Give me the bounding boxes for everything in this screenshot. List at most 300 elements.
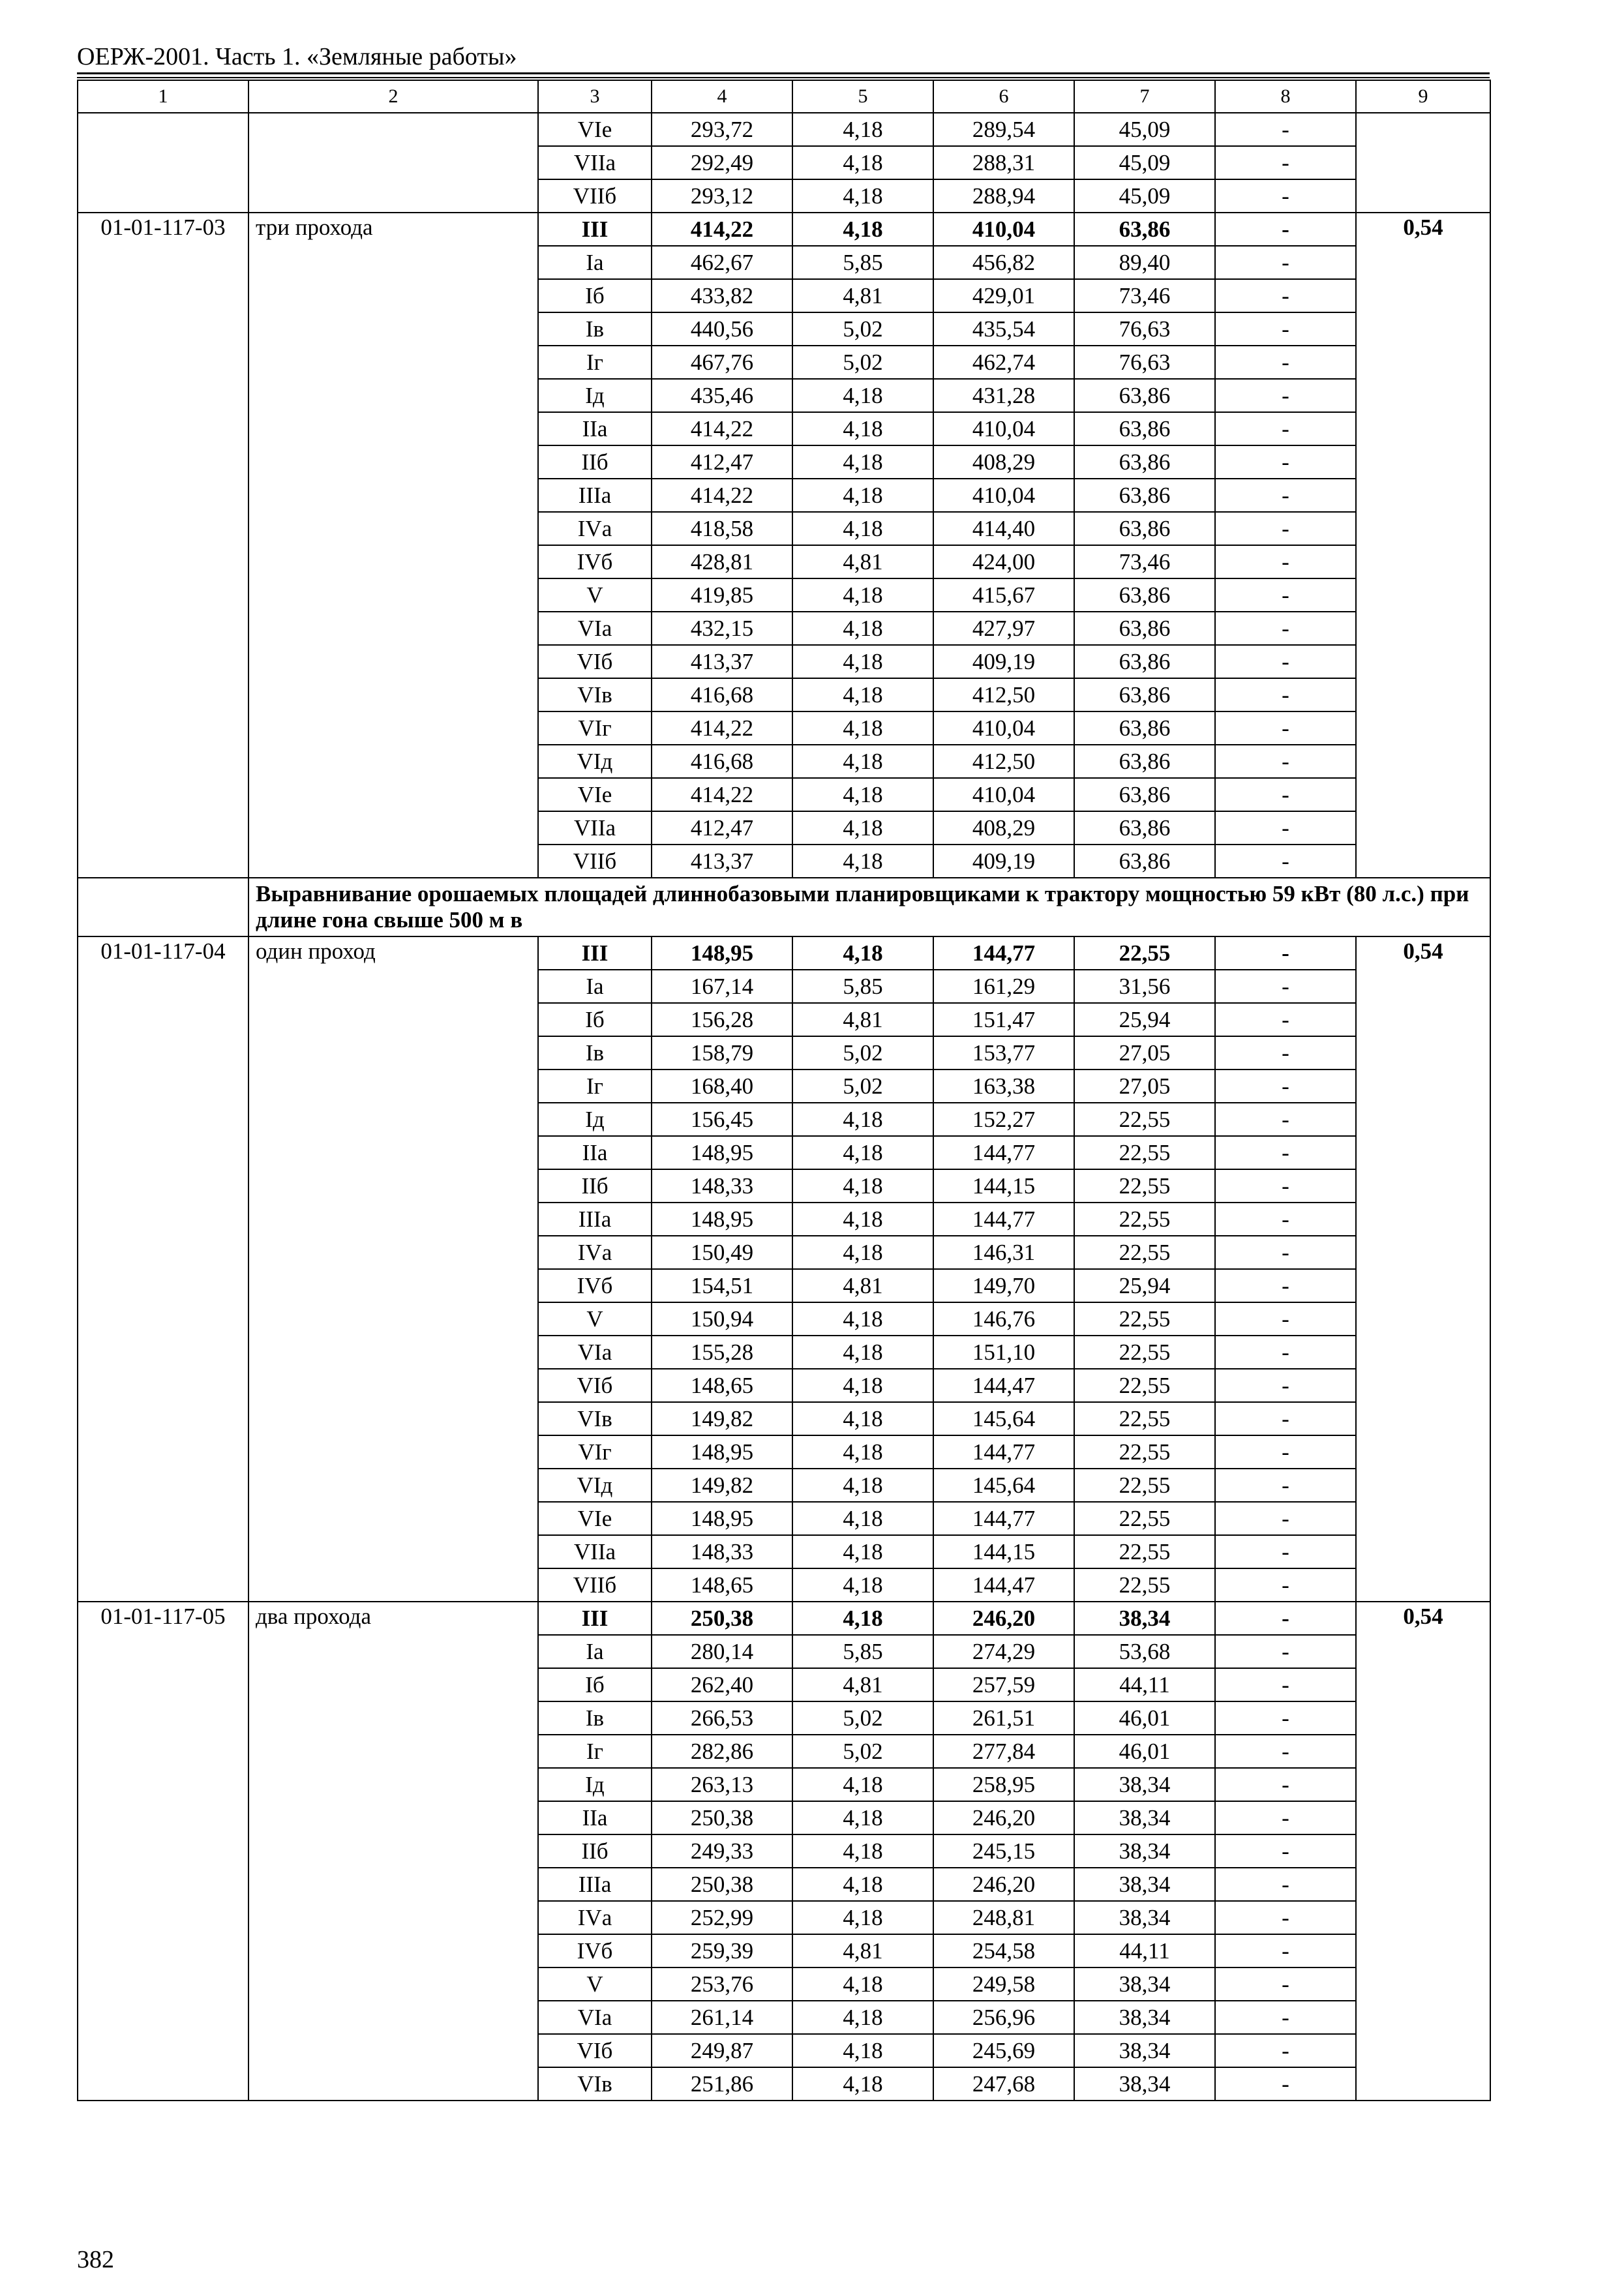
direct-cost: 148,95	[652, 1203, 792, 1236]
direct-cost: 148,33	[652, 1535, 792, 1568]
machine-cost: 248,81	[933, 1901, 1074, 1934]
direct-cost: 414,22	[652, 778, 792, 811]
region-code: V	[538, 1302, 652, 1336]
machine-cost: 435,54	[933, 312, 1074, 346]
region-code: VIд	[538, 745, 652, 778]
region-code: Iв	[538, 1701, 652, 1735]
header-rule-thick	[77, 72, 1490, 74]
direct-cost: 250,38	[652, 1868, 792, 1901]
direct-cost: 413,37	[652, 645, 792, 678]
labor-cost: 4,18	[792, 1402, 933, 1435]
labor-cost: 4,18	[792, 2001, 933, 2034]
driver-wage: 38,34	[1074, 2001, 1215, 2034]
column-number: 6	[933, 80, 1074, 113]
labor-cost: 4,18	[792, 1103, 933, 1136]
labor-cost: 4,18	[792, 1801, 933, 1834]
direct-cost: 462,67	[652, 246, 792, 279]
column-number-row	[78, 80, 1490, 113]
machine-cost: 149,70	[933, 1269, 1074, 1302]
region-code: IIIа	[538, 1203, 652, 1236]
driver-wage: 63,86	[1074, 845, 1215, 878]
region-code: VIIа	[538, 811, 652, 845]
labor-cost: 4,18	[792, 745, 933, 778]
machine-cost: 289,54	[933, 113, 1074, 146]
section-heading: Выравнивание орошаемых площадей длиннобазовыми планировщиками к трактору мощностью 59 кВт (80 л.с.) при длине гона свыше 500 м в	[248, 878, 1490, 936]
direct-cost: 156,28	[652, 1003, 792, 1036]
materials-cost: -	[1215, 1169, 1356, 1203]
driver-wage: 22,55	[1074, 1103, 1215, 1136]
materials-cost: -	[1215, 1801, 1356, 1834]
labor-cost: 5,85	[792, 1635, 933, 1668]
materials-cost: -	[1215, 612, 1356, 645]
machine-cost: 146,31	[933, 1236, 1074, 1269]
materials-cost: -	[1215, 1868, 1356, 1901]
driver-wage: 89,40	[1074, 246, 1215, 279]
column-number: 2	[248, 80, 538, 113]
column-number: 5	[792, 80, 933, 113]
driver-wage: 22,55	[1074, 1402, 1215, 1435]
direct-cost: 148,65	[652, 1568, 792, 1602]
labor-cost: 5,02	[792, 1701, 933, 1735]
section-code-cell	[78, 878, 248, 936]
driver-wage: 38,34	[1074, 1834, 1215, 1868]
machine-cost: 410,04	[933, 213, 1074, 246]
materials-cost: -	[1215, 1834, 1356, 1868]
materials-cost: -	[1215, 279, 1356, 312]
region-code: Iд	[538, 1768, 652, 1801]
materials-cost: -	[1215, 845, 1356, 878]
driver-wage: 63,86	[1074, 379, 1215, 412]
norm-code: 01-01-117-05	[78, 1602, 248, 2101]
machine-cost: 288,94	[933, 179, 1074, 213]
materials-cost: -	[1215, 479, 1356, 512]
driver-wage: 25,94	[1074, 1003, 1215, 1036]
materials-cost: -	[1215, 179, 1356, 213]
labor-cost: 4,18	[792, 412, 933, 445]
direct-cost: 150,49	[652, 1236, 792, 1269]
direct-cost: 440,56	[652, 312, 792, 346]
materials-cost: -	[1215, 1203, 1356, 1236]
region-code: IVа	[538, 1236, 652, 1269]
direct-cost: 148,95	[652, 1136, 792, 1169]
driver-wage: 63,86	[1074, 745, 1215, 778]
region-code: VIб	[538, 645, 652, 678]
materials-cost: -	[1215, 1070, 1356, 1103]
machine-cost: 151,10	[933, 1336, 1074, 1369]
driver-wage: 63,86	[1074, 512, 1215, 545]
direct-cost: 148,95	[652, 1435, 792, 1469]
machine-cost: 456,82	[933, 246, 1074, 279]
driver-wage: 63,86	[1074, 445, 1215, 479]
labor-cost: 4,81	[792, 1269, 933, 1302]
region-code: III	[538, 213, 652, 246]
driver-wage: 46,01	[1074, 1701, 1215, 1735]
driver-wage: 22,55	[1074, 1535, 1215, 1568]
region-code: Iа	[538, 970, 652, 1003]
materials-cost: -	[1215, 1402, 1356, 1435]
machine-cost: 144,47	[933, 1568, 1074, 1602]
driver-wage: 31,56	[1074, 970, 1215, 1003]
labor-cost: 5,02	[792, 312, 933, 346]
table-row	[78, 113, 1490, 146]
direct-cost: 154,51	[652, 1269, 792, 1302]
labor-cost: 4,81	[792, 545, 933, 578]
region-code: III	[538, 1602, 652, 1635]
region-code: VIв	[538, 678, 652, 711]
labor-cost: 5,85	[792, 246, 933, 279]
driver-wage: 76,63	[1074, 312, 1215, 346]
region-code: IIа	[538, 412, 652, 445]
materials-cost: -	[1215, 445, 1356, 479]
region-code: VIIб	[538, 179, 652, 213]
price-table	[77, 80, 1491, 2101]
materials-cost: -	[1215, 412, 1356, 445]
machine-cost: 144,47	[933, 1369, 1074, 1402]
labor-cost: 4,18	[792, 179, 933, 213]
direct-cost: 418,58	[652, 512, 792, 545]
labor-cost: 4,18	[792, 578, 933, 612]
machine-cost: 144,77	[933, 1502, 1074, 1535]
materials-cost: -	[1215, 711, 1356, 745]
header-rule-thin	[77, 77, 1490, 78]
labor-cost: 4,18	[792, 612, 933, 645]
materials-cost: -	[1215, 745, 1356, 778]
driver-wage: 63,86	[1074, 412, 1215, 445]
region-code: Iд	[538, 1103, 652, 1136]
region-code: VIд	[538, 1469, 652, 1502]
direct-cost: 266,53	[652, 1701, 792, 1735]
machine-cost: 288,31	[933, 146, 1074, 179]
machine-cost: 410,04	[933, 412, 1074, 445]
column-number: 1	[78, 80, 248, 113]
direct-cost: 249,87	[652, 2034, 792, 2067]
column-number: 7	[1074, 80, 1215, 113]
labor-cost: 4,18	[792, 1901, 933, 1934]
labor-coefficient: 0,54	[1356, 213, 1490, 878]
materials-cost: -	[1215, 312, 1356, 346]
section-heading-row	[78, 878, 1490, 936]
region-code: VIв	[538, 2067, 652, 2101]
labor-cost: 4,81	[792, 1934, 933, 1967]
machine-cost: 261,51	[933, 1701, 1074, 1735]
direct-cost: 263,13	[652, 1768, 792, 1801]
materials-cost: -	[1215, 2034, 1356, 2067]
direct-cost: 412,47	[652, 811, 792, 845]
driver-wage: 44,11	[1074, 1668, 1215, 1701]
materials-cost: -	[1215, 1635, 1356, 1668]
machine-cost: 462,74	[933, 346, 1074, 379]
materials-cost: -	[1215, 1302, 1356, 1336]
direct-cost: 148,65	[652, 1369, 792, 1402]
labor-cost: 4,18	[792, 1967, 933, 2001]
driver-wage: 22,55	[1074, 1336, 1215, 1369]
driver-wage: 63,86	[1074, 778, 1215, 811]
materials-cost: -	[1215, 146, 1356, 179]
direct-cost: 467,76	[652, 346, 792, 379]
driver-wage: 63,86	[1074, 678, 1215, 711]
labor-cost: 4,18	[792, 1169, 933, 1203]
driver-wage: 25,94	[1074, 1269, 1215, 1302]
driver-wage: 73,46	[1074, 545, 1215, 578]
page-number: 382	[77, 2246, 114, 2273]
labor-cost: 4,18	[792, 936, 933, 970]
driver-wage: 38,34	[1074, 1602, 1215, 1635]
direct-cost: 168,40	[652, 1070, 792, 1103]
machine-cost: 151,47	[933, 1003, 1074, 1036]
direct-cost: 414,22	[652, 711, 792, 745]
driver-wage: 38,34	[1074, 1967, 1215, 2001]
machine-cost: 409,19	[933, 645, 1074, 678]
direct-cost: 156,45	[652, 1103, 792, 1136]
direct-cost: 158,79	[652, 1036, 792, 1070]
materials-cost: -	[1215, 1934, 1356, 1967]
region-code: Iд	[538, 379, 652, 412]
driver-wage: 45,09	[1074, 146, 1215, 179]
machine-cost: 163,38	[933, 1070, 1074, 1103]
driver-wage: 38,34	[1074, 1768, 1215, 1801]
machine-cost: 144,77	[933, 1203, 1074, 1236]
driver-wage: 38,34	[1074, 2034, 1215, 2067]
direct-cost: 155,28	[652, 1336, 792, 1369]
machine-cost: 257,59	[933, 1668, 1074, 1701]
driver-wage: 22,55	[1074, 1203, 1215, 1236]
labor-cost: 4,18	[792, 1602, 933, 1635]
machine-cost: 412,50	[933, 678, 1074, 711]
driver-wage: 76,63	[1074, 346, 1215, 379]
labor-cost: 4,18	[792, 1136, 933, 1169]
region-code: VIг	[538, 711, 652, 745]
driver-wage: 63,86	[1074, 811, 1215, 845]
region-code: Iг	[538, 1070, 652, 1103]
driver-wage: 38,34	[1074, 1901, 1215, 1934]
driver-wage: 63,86	[1074, 479, 1215, 512]
direct-cost: 250,38	[652, 1801, 792, 1834]
machine-cost: 245,15	[933, 1834, 1074, 1868]
region-code: VIа	[538, 2001, 652, 2034]
labor-cost: 4,18	[792, 1236, 933, 1269]
direct-cost: 148,95	[652, 1502, 792, 1535]
machine-cost: 277,84	[933, 1735, 1074, 1768]
labor-cost: 4,18	[792, 1535, 933, 1568]
region-code: IIа	[538, 1801, 652, 1834]
driver-wage: 22,55	[1074, 1369, 1215, 1402]
region-code: III	[538, 936, 652, 970]
labor-cost: 4,18	[792, 1435, 933, 1469]
labor-cost: 4,81	[792, 1668, 933, 1701]
driver-wage: 63,86	[1074, 213, 1215, 246]
machine-cost: 410,04	[933, 778, 1074, 811]
direct-cost: 419,85	[652, 578, 792, 612]
materials-cost: -	[1215, 213, 1356, 246]
column-number: 4	[652, 80, 792, 113]
region-code: Iб	[538, 279, 652, 312]
work-name: три прохода	[248, 213, 538, 878]
labor-cost: 4,18	[792, 1302, 933, 1336]
region-code: VIб	[538, 1369, 652, 1402]
norm-code: 01-01-117-04	[78, 936, 248, 1602]
labor-cost: 4,18	[792, 445, 933, 479]
direct-cost: 167,14	[652, 970, 792, 1003]
direct-cost: 414,22	[652, 412, 792, 445]
materials-cost: -	[1215, 1768, 1356, 1801]
region-code: IIб	[538, 1834, 652, 1868]
machine-cost: 256,96	[933, 2001, 1074, 2034]
region-code: VIIб	[538, 845, 652, 878]
driver-wage: 22,55	[1074, 1302, 1215, 1336]
labor-cost: 4,18	[792, 1834, 933, 1868]
materials-cost: -	[1215, 1036, 1356, 1070]
materials-cost: -	[1215, 346, 1356, 379]
materials-cost: -	[1215, 1901, 1356, 1934]
direct-cost: 150,94	[652, 1302, 792, 1336]
driver-wage: 73,46	[1074, 279, 1215, 312]
labor-cost: 4,18	[792, 146, 933, 179]
direct-cost: 416,68	[652, 745, 792, 778]
machine-cost: 144,15	[933, 1169, 1074, 1203]
machine-cost: 247,68	[933, 2067, 1074, 2101]
labor-cost: 5,02	[792, 1735, 933, 1768]
direct-cost: 250,38	[652, 1602, 792, 1635]
direct-cost: 435,46	[652, 379, 792, 412]
labor-cost: 5,02	[792, 1070, 933, 1103]
labor-cost: 4,18	[792, 1336, 933, 1369]
materials-cost: -	[1215, 1602, 1356, 1635]
region-code: IVб	[538, 1269, 652, 1302]
driver-wage: 63,86	[1074, 612, 1215, 645]
region-code: Iг	[538, 346, 652, 379]
region-code: IVб	[538, 545, 652, 578]
labor-cost: 4,18	[792, 1203, 933, 1236]
direct-cost: 293,12	[652, 179, 792, 213]
driver-wage: 22,55	[1074, 1435, 1215, 1469]
region-code: IVб	[538, 1934, 652, 1967]
materials-cost: -	[1215, 1502, 1356, 1535]
direct-cost: 433,82	[652, 279, 792, 312]
labor-cost: 4,18	[792, 845, 933, 878]
materials-cost: -	[1215, 678, 1356, 711]
machine-cost: 424,00	[933, 545, 1074, 578]
driver-wage: 53,68	[1074, 1635, 1215, 1668]
materials-cost: -	[1215, 1269, 1356, 1302]
region-code: VIIа	[538, 1535, 652, 1568]
machine-cost: 246,20	[933, 1602, 1074, 1635]
machine-cost: 409,19	[933, 845, 1074, 878]
driver-wage: 45,09	[1074, 179, 1215, 213]
direct-cost: 252,99	[652, 1901, 792, 1934]
labor-cost: 4,18	[792, 1369, 933, 1402]
machine-cost: 408,29	[933, 811, 1074, 845]
direct-cost: 282,86	[652, 1735, 792, 1768]
region-code: V	[538, 1967, 652, 2001]
machine-cost: 161,29	[933, 970, 1074, 1003]
machine-cost: 144,77	[933, 1435, 1074, 1469]
driver-wage: 22,55	[1074, 1568, 1215, 1602]
region-code: Iа	[538, 246, 652, 279]
direct-cost: 261,14	[652, 2001, 792, 2034]
work-name: два прохода	[248, 1602, 538, 2101]
materials-cost: -	[1215, 1236, 1356, 1269]
region-code: Iв	[538, 1036, 652, 1070]
labor-cost: 4,18	[792, 811, 933, 845]
direct-cost: 432,15	[652, 612, 792, 645]
labor-cost: 5,85	[792, 970, 933, 1003]
materials-cost: -	[1215, 936, 1356, 970]
driver-wage: 27,05	[1074, 1036, 1215, 1070]
region-code: IIб	[538, 1169, 652, 1203]
materials-cost: -	[1215, 578, 1356, 612]
direct-cost: 253,76	[652, 1967, 792, 2001]
direct-cost: 280,14	[652, 1635, 792, 1668]
labor-cost: 4,18	[792, 1469, 933, 1502]
driver-wage: 22,55	[1074, 1169, 1215, 1203]
labor-cost: 4,18	[792, 113, 933, 146]
region-code: VIе	[538, 1502, 652, 1535]
region-code: IIа	[538, 1136, 652, 1169]
labor-cost: 4,18	[792, 512, 933, 545]
machine-cost: 258,95	[933, 1768, 1074, 1801]
labor-cost: 4,81	[792, 279, 933, 312]
machine-cost: 410,04	[933, 479, 1074, 512]
region-code: VIа	[538, 1336, 652, 1369]
materials-cost: -	[1215, 512, 1356, 545]
labor-cost: 4,18	[792, 2067, 933, 2101]
direct-cost: 412,47	[652, 445, 792, 479]
machine-cost: 410,04	[933, 711, 1074, 745]
materials-cost: -	[1215, 778, 1356, 811]
labor-cost: 4,18	[792, 1768, 933, 1801]
driver-wage: 38,34	[1074, 1801, 1215, 1834]
machine-cost: 246,20	[933, 1868, 1074, 1901]
driver-wage: 38,34	[1074, 2067, 1215, 2101]
region-code: VIIа	[538, 146, 652, 179]
materials-cost: -	[1215, 379, 1356, 412]
materials-cost: -	[1215, 1136, 1356, 1169]
materials-cost: -	[1215, 545, 1356, 578]
driver-wage: 22,55	[1074, 1236, 1215, 1269]
machine-cost: 152,27	[933, 1103, 1074, 1136]
labor-cost: 4,18	[792, 1502, 933, 1535]
region-code: Iа	[538, 1635, 652, 1668]
materials-cost: -	[1215, 1369, 1356, 1402]
materials-cost: -	[1215, 1701, 1356, 1735]
materials-cost: -	[1215, 113, 1356, 146]
labor-coefficient: 0,54	[1356, 936, 1490, 1602]
labor-cost: 4,18	[792, 645, 933, 678]
driver-wage: 63,86	[1074, 711, 1215, 745]
page-header-title: ОЕРЖ-2001. Часть 1. «Земляные работы»	[77, 43, 517, 70]
driver-wage: 22,55	[1074, 1469, 1215, 1502]
table-body	[78, 80, 1490, 2101]
region-code: VIе	[538, 113, 652, 146]
region-code: VIIб	[538, 1568, 652, 1602]
direct-cost: 262,40	[652, 1668, 792, 1701]
machine-cost: 246,20	[933, 1801, 1074, 1834]
materials-cost: -	[1215, 2001, 1356, 2034]
region-code: Iб	[538, 1003, 652, 1036]
column-number: 3	[538, 80, 652, 113]
region-code: V	[538, 578, 652, 612]
region-code: Iг	[538, 1735, 652, 1768]
machine-cost: 274,29	[933, 1635, 1074, 1668]
labor-cost: 4,18	[792, 2034, 933, 2067]
machine-cost: 429,01	[933, 279, 1074, 312]
direct-cost: 149,82	[652, 1402, 792, 1435]
column-number: 9	[1356, 80, 1490, 113]
machine-cost: 427,97	[933, 612, 1074, 645]
labor-coefficient	[1356, 113, 1490, 213]
table-row	[78, 213, 1490, 246]
materials-cost: -	[1215, 1469, 1356, 1502]
